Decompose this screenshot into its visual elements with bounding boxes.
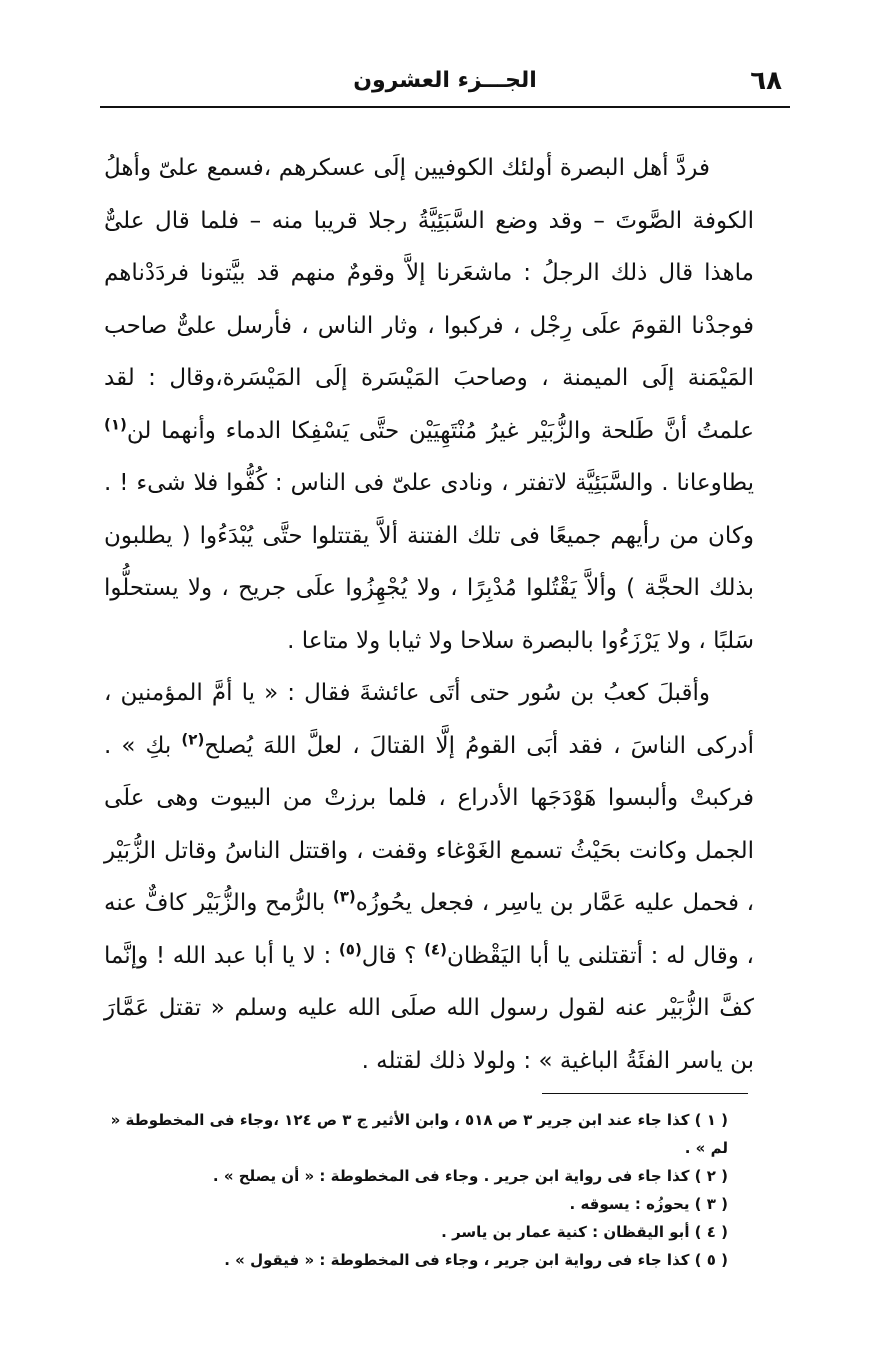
paragraph-2-text: وأقبلَ كعبُ بن سُور حتى أتَى عائشةَ فقال : « يا أمَّ المؤمنين ، أدركى الناسَ ، فقد أبَى القومُ إلَّا القتالَ ، لعلَّ اللهَ يُصلح xyxy=(104,680,754,759)
footnote-2: ( ٢ ) كذا جاء فى رواية ابن جرير . وجاء فى المخطوطة : « أن يصلح » . xyxy=(212,1167,728,1185)
footnote-ref-2: (٢) xyxy=(181,729,205,748)
footnote-ref-1: (١) xyxy=(104,414,127,433)
paragraph-2-text-cont-3: ؟ قال xyxy=(361,942,425,969)
main-text xyxy=(104,142,754,1087)
running-title: الجـــزء العشرون xyxy=(353,68,537,93)
paragraph-1-text-cont: يطاوعانا . والسَّبَئِيَّة لاتفتر ، ونادى علىّ فى الناس : كُفُّوا فلا شىء ! . وكان من رأيهم جميعًا فى تلك الفتنة ألاَّ يقتتلوا حتَّى يُبْدَءُوا ( يطلبون بذلك الحجَّة ) وألاَّ يَقْتُلوا مُدْبِرًا ، ولا يُجْهِزُوا علَى جريح ، ولا يستحلُّوا سَلبًا ، ولا يَرْزَءُوا بالبصرة سلاحا ولا ثيابا ولا متاعا . xyxy=(104,470,754,654)
header-rule xyxy=(100,106,790,108)
footnote-rule xyxy=(542,1093,748,1094)
paragraph-2 xyxy=(104,667,754,1087)
paragraph-2-text-cont-4: : لا يا أبا عبد الله ! وإنَّما كفَّ الزُّبَيْر عنه لقول رسول الله صلَى الله عليه وسلم « تقتل عَمَّارَ بن ياسر الفئَةُ الباغية » : ولولا ذلك لقتله . xyxy=(104,942,754,1074)
paragraph-1-text: فردَّ أهل البصرة أولئك الكوفيين إلَى عسكرهم ،فسمع علىّ وأهلُ الكوفة الصَّوتَ – وقد وضع السَّبَئِيَّةُ رجلا قريبا منه – فلما قال علىٌّ ماهذا قال ذلك الرجلُ : ماشعَرنا إلاَّ وقومٌ منهم قد بيَّتونا فردَدْناهم فوجدْنا القومَ علَى رِجْل ، فركبوا ، وثار الناس ، فأرسل علىٌّ صاحب المَيْمَنة إلَى الميمنة ، وصاحبَ المَيْسَرة إلَى المَيْسَرة،وقال : لقد علمتُ أنَّ طَلحة والزُّبَيْر غيرُ مُنْتَهِيَيْن حتَّى يَسْفِكا الدماء وأنهما لن xyxy=(104,155,754,444)
footnote-ref-3: (٣) xyxy=(332,887,356,906)
footnote-1: ( ١ ) كذا جاء عند ابن جرير ٣ ص ٥١٨ ، وابن الأثير ج ٣ ص ١٢٤ ،وجاء فى المخطوطة « لم » . xyxy=(110,1111,728,1157)
footnote-3: ( ٣ ) يحوزُه : يسوقه . xyxy=(569,1195,728,1213)
paragraph-2-text-cont: بكِ » . فركبتْ وألبسوا هَوْدَجَها الأدراع ، فلما برزتْ من البيوت وهى علَى الجمل وكانت بحَيْثُ تسمع الغَوْغاء وقفت ، واقتتل الناسُ وقاتل الزُّبَيْر ، فحمل عليه عَمَّار بن ياسِر ، فجعل يحُوزُه xyxy=(104,732,755,916)
footnote-ref-5: (٥) xyxy=(338,939,362,958)
footnotes xyxy=(96,1106,746,1274)
footnote-4: ( ٤ ) أبو اليقظان : كنية عمار بن ياسر . xyxy=(441,1223,728,1241)
footnote-ref-4: (٤) xyxy=(424,939,447,958)
page-number: ٦٨ xyxy=(750,66,782,96)
paragraph-2-text-cont-2: بالرُّمح والزُّبَيْر كافٌّ عنه ، وقال له : أتقتلنى يا أبا اليَقْظان xyxy=(104,890,754,969)
paragraph-1 xyxy=(104,142,754,667)
page-header xyxy=(100,62,790,106)
footnote-5: ( ٥ ) كذا جاء فى رواية ابن جرير ، وجاء فى المخطوطة : « فيقول » . xyxy=(224,1251,728,1269)
